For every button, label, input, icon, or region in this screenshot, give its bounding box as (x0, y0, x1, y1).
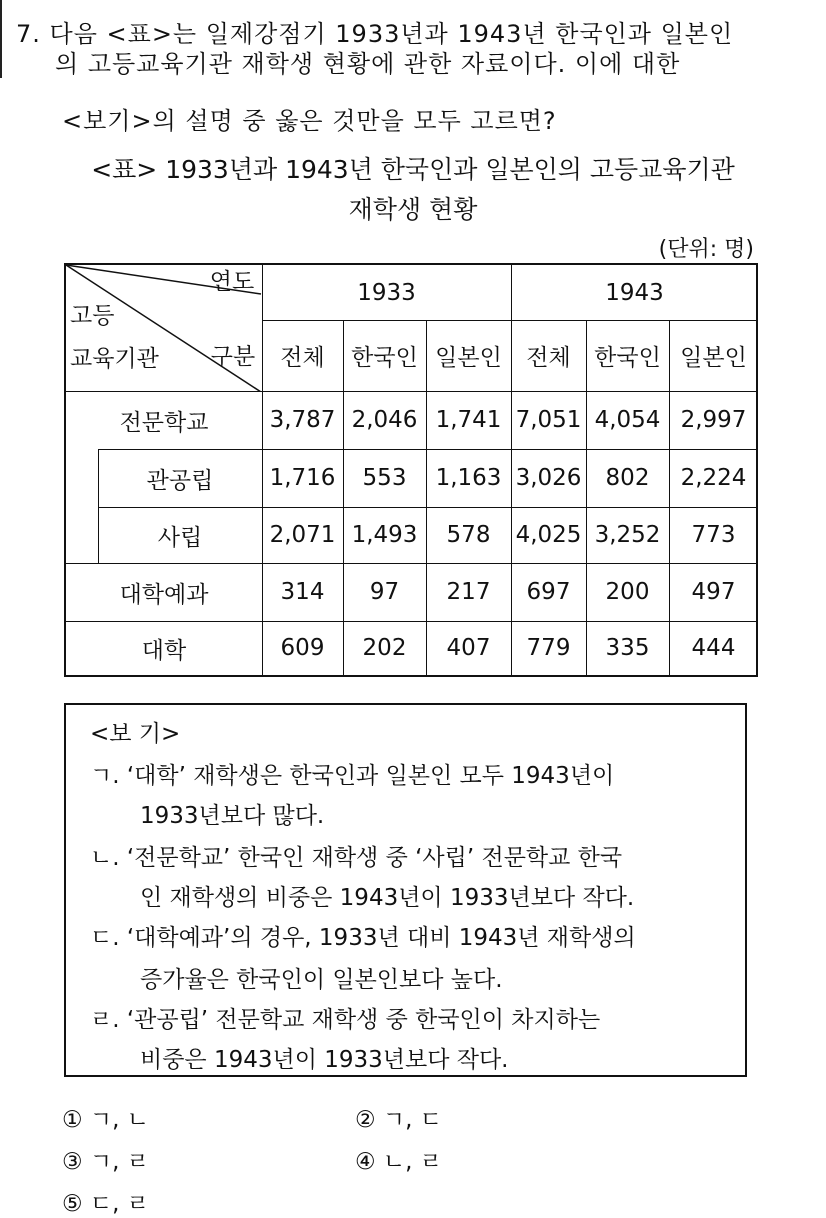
table-cell: 200 (605, 579, 650, 605)
corner-label-category: 구분 (210, 343, 256, 370)
table-cell: 3,252 (594, 522, 661, 548)
subheader-total-1933: 전체 (280, 345, 325, 371)
corner-label-institution: 교육기관 (70, 345, 159, 372)
left-margin-line (0, 0, 2, 78)
row-label-university-prep: 대학예과 (119, 581, 209, 608)
bogi-item-3-line-1: ㄷ. ‘대학예과’의 경우, 1933년 대비 1943년 재학생의 (90, 925, 636, 951)
bogi-item-2-line-2: 인 재학생의 비중은 1943년이 1933년보다 작다. (140, 885, 635, 911)
table-cell: 407 (446, 635, 491, 661)
table-cell: 553 (362, 465, 407, 491)
table-unit: (단위: 명) (658, 237, 754, 262)
answer-option-2[interactable]: ② ㄱ, ㄷ (355, 1107, 442, 1133)
bogi-item-2-line-1: ㄴ. ‘전문학교’ 한국인 재학생 중 ‘사립’ 전문학교 한국 (90, 845, 623, 871)
table-cell: 1,493 (351, 522, 418, 548)
bogi-item-1-line-2: 1933년보다 많다. (140, 803, 325, 829)
table-cell: 497 (691, 579, 736, 605)
question-text-line-1: 7. 다음 <표>는 일제강점기 1933년과 1943년 한국인과 일본인 (16, 20, 734, 48)
bogi-item-1-line-1: ㄱ. ‘대학’ 재학생은 한국인과 일본인 모두 1943년이 (90, 763, 615, 789)
answer-option-1[interactable]: ① ㄱ, ㄴ (62, 1107, 149, 1133)
table-cell: 802 (605, 465, 650, 491)
table-cell: 217 (446, 579, 491, 605)
question-text-line-2: 의 고등교육기관 재학생 현황에 관한 자료이다. 이에 대한 (55, 50, 681, 78)
table-cell: 2,046 (351, 407, 418, 433)
table-cell: 335 (605, 635, 650, 661)
bogi-item-3-line-2: 증가율은 한국인이 일본인보다 높다. (140, 967, 503, 993)
table-cell: 697 (526, 579, 571, 605)
table-cell: 578 (446, 522, 491, 548)
subheader-japanese-1943: 일본인 (680, 345, 747, 371)
table-cell: 2,071 (269, 522, 336, 548)
year-header-1943: 1943 (605, 279, 664, 306)
table-cell: 97 (369, 579, 400, 605)
table-cell: 1,716 (269, 465, 336, 491)
table-title-line-2: 재학생 현황 (348, 195, 478, 224)
subheader-korean-1943: 한국인 (594, 345, 661, 371)
table-cell: 314 (280, 579, 325, 605)
data-table (64, 263, 758, 677)
bogi-item-4-line-2: 비중은 1943년이 1933년보다 작다. (140, 1047, 509, 1073)
bogi-item-4-line-1: ㄹ. ‘관공립’ 전문학교 재학생 중 한국인이 차지하는 (90, 1007, 601, 1033)
table-cell: 202 (362, 635, 407, 661)
table-cell: 2,224 (680, 465, 747, 491)
corner-label-year: 연도 (209, 268, 255, 295)
row-label-public: 관공립 (146, 467, 214, 494)
table-cell: 1,163 (435, 465, 502, 491)
subheader-total-1943: 전체 (526, 345, 571, 371)
table-cell: 3,026 (515, 465, 582, 491)
answer-option-3[interactable]: ③ ㄱ, ㄹ (62, 1149, 149, 1175)
question-text-line-3: <보기>의 설명 중 옳은 것만을 모두 고르면? (62, 107, 557, 135)
corner-label-higher: 고등 (70, 302, 115, 329)
row-label-private: 사립 (157, 524, 203, 551)
table-cell: 779 (526, 635, 571, 661)
answer-option-5[interactable]: ⑤ ㄷ, ㄹ (62, 1191, 149, 1217)
subheader-korean-1933: 한국인 (351, 345, 418, 371)
table-cell: 4,054 (594, 407, 661, 433)
subheader-japanese-1933: 일본인 (435, 345, 502, 371)
table-title: <표> 1933년과 1943년 한국인과 일본인의 고등교육기관 (91, 155, 735, 184)
bogi-box (64, 703, 747, 1077)
table-cell: 4,025 (515, 522, 582, 548)
table-cell: 3,787 (269, 407, 336, 433)
table-cell: 609 (280, 635, 325, 661)
row-label-university: 대학 (141, 637, 187, 664)
bogi-title: <보 기> (90, 721, 181, 747)
row-label-vocational-school: 전문학교 (119, 409, 209, 436)
table-cell: 2,997 (680, 407, 747, 433)
table-cell: 444 (691, 635, 736, 661)
table-cell: 1,741 (435, 407, 502, 433)
answer-option-4[interactable]: ④ ㄴ, ㄹ (355, 1149, 442, 1175)
table-cell: 7,051 (515, 407, 582, 433)
year-header-1933: 1933 (357, 279, 416, 306)
table-cell: 773 (691, 522, 736, 548)
